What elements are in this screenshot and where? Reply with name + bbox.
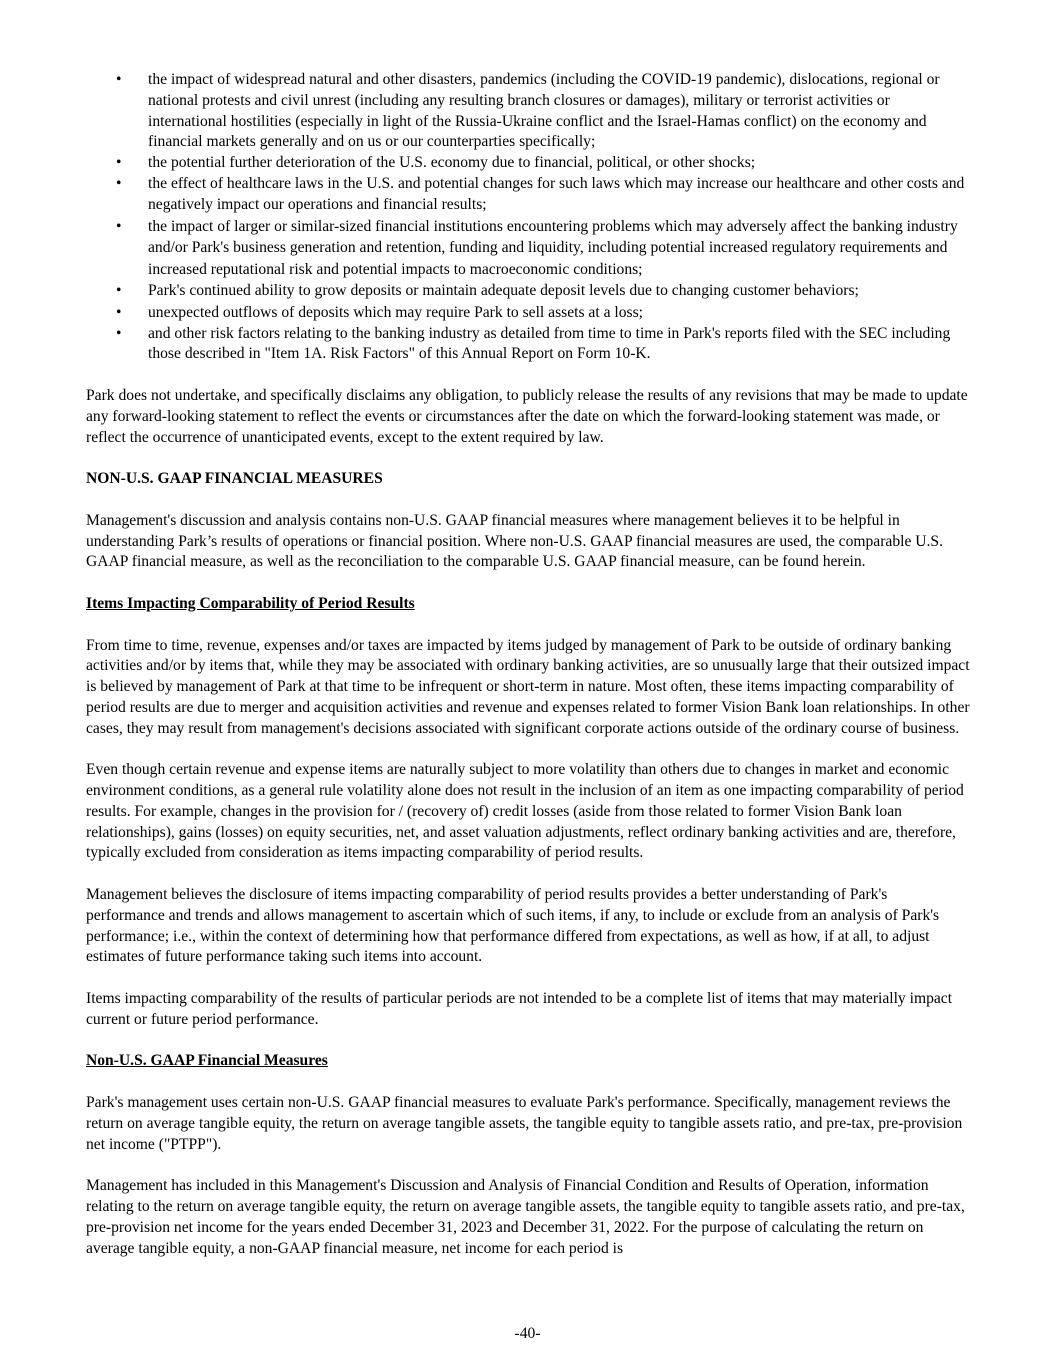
document-body <box>86 70 970 1259</box>
list-item: • the impact of larger or similar-sized financial institutions encountering problems which may adversely affect the banking industry and/or Park's business generation and retention, funding and liquidity, including potential increased regulatory requirements and increased reputational risk and potential impacts to macroeconomic conditions; <box>116 217 958 278</box>
bullet-icon: • <box>116 217 122 235</box>
items-paragraph-2: Even though certain revenue and expense items are naturally subject to more volatility than others due to changes in market and economic environment conditions, as a general rule volatility alone does not result in the inclusion of an item as one impacting comparability of period results. For example, changes in the provision for / (recovery of) credit losses (aside from those related to former Vision Bank loan relationships), gains (losses) on equity securities, net, and asset valuation adjustments, reflect ordinary banking activities and are, therefore, typically excluded from consideration as items impacting comparability of period results. <box>86 761 964 862</box>
mda-paragraph: Management's discussion and analysis contains non-U.S. GAAP financial measures where management believes it to be helpful in understanding Park’s results of operations or financial position. Where non-U.S. GAAP financial measures are used, the comparable U.S. GAAP financial measure, as well as the reconciliation to the comparable U.S. GAAP financial measure, can be found herein. <box>86 511 944 571</box>
list-item: • the impact of widespread natural and other disasters, pandemics (including the COVID-19 pandemic), dislocations, regional or national protests and civil unrest (including any resulting branch closures or damages), military or terrorist activities or international hostilities (especially in light of the Russia-Ukraine conflict and the Israel-Hamas conflict) on the economy and financial markets generally and on us or our counterparties specifically; <box>116 71 940 151</box>
bullet-icon: • <box>116 174 122 192</box>
measures-paragraph-2: Management has included in this Management's Discussion and Analysis of Financial Condition and Results of Operation, information relating to the return on average tangible equity, the return on average tangible assets, the tangible equity to tangible assets ratio, and pre-tax, pre-provision net income for the years ended December 31, 2023 and December 31, 2022. For the purpose of calculating the return on average tangible equity, a non-GAAP financial measure, net income for each period is <box>86 1177 965 1257</box>
items-paragraph-1: From time to time, revenue, expenses and/or taxes are impacted by items judged by management of Park to be outside of ordinary banking activities and/or by items that, while they may be associated with ordinary banking activities, are so unusually large that their outsized impact is believed by management of Park at that time to be infrequent or short-term in nature. Most often, these items impacting comparability of period results are due to merger and acquisition activities and revenue and expenses related to former Vision Bank loan relationships. In other cases, they may result from management's decisions associated with significant corporate actions outside of the ordinary course of business. <box>86 636 970 737</box>
subheading-items-impacting: Items Impacting Comparability of Period Results <box>86 594 415 612</box>
subheading-non-gaap-measures: Non-U.S. GAAP Financial Measures <box>86 1052 328 1070</box>
items-paragraph-4: Items impacting comparability of the results of particular periods are not intended to be a complete list of items that may materially impact current or future period performance. <box>86 990 953 1028</box>
bullet-icon: • <box>116 71 122 88</box>
list-item: • and other risk factors relating to the banking industry as detailed from time to time in Park's reports filed with the SEC including those described in "Item 1A. Risk Factors" of this Annual Report on Form 10-K. <box>116 324 951 363</box>
list-item: • the effect of healthcare laws in the U.S. and potential changes for such laws which may increase our healthcare and other costs and negatively impact our operations and financial results; <box>116 174 965 213</box>
bullet-icon: • <box>116 282 122 300</box>
items-paragraph-3: Management believes the disclosure of items impacting comparability of period results provides a better understanding of Park's performance and trends and allows management to ascertain which of such items, if any, to include or exclude from an analysis of Park's performance; i.e., within the context of determining how that performance differed from expectations, as well as how, if at all, to adjust estimates of future performance taking such items into account. <box>86 886 940 966</box>
disclaimer-paragraph: Park does not undertake, and specifically disclaims any obligation, to publicly release the results of any revisions that may be made to update any forward-looking statement to reflect the events or circumstances after the date on which the forward-looking statement was made, or reflect the occurrence of unanticipated events, except to the extent required by law. <box>86 386 968 446</box>
list-item: • the potential further deterioration of the U.S. economy due to financial, political, or other shocks; <box>86 153 970 174</box>
bullet-icon: • <box>116 154 122 172</box>
bullet-icon: • <box>116 303 122 321</box>
section-heading-non-gaap: NON-U.S. GAAP FINANCIAL MEASURES <box>86 470 383 488</box>
list-item: • Park's continued ability to grow deposits or maintain adequate deposit levels due to changing customer behaviors; <box>86 280 970 302</box>
measures-paragraph-1: Park's management uses certain non-U.S. GAAP financial measures to evaluate Park's performance. Specifically, management reviews the return on average tangible equity, the return on average tangible assets, the tangible equity to tangible assets ratio, and pre-tax, pre-provision net income ("PTPP"). <box>86 1094 963 1153</box>
risk-factor-list <box>86 70 970 365</box>
list-item: • unexpected outflows of deposits which may require Park to sell assets at a loss; <box>86 302 970 324</box>
page-number: -40- <box>514 1325 541 1342</box>
bullet-icon: • <box>116 324 122 342</box>
